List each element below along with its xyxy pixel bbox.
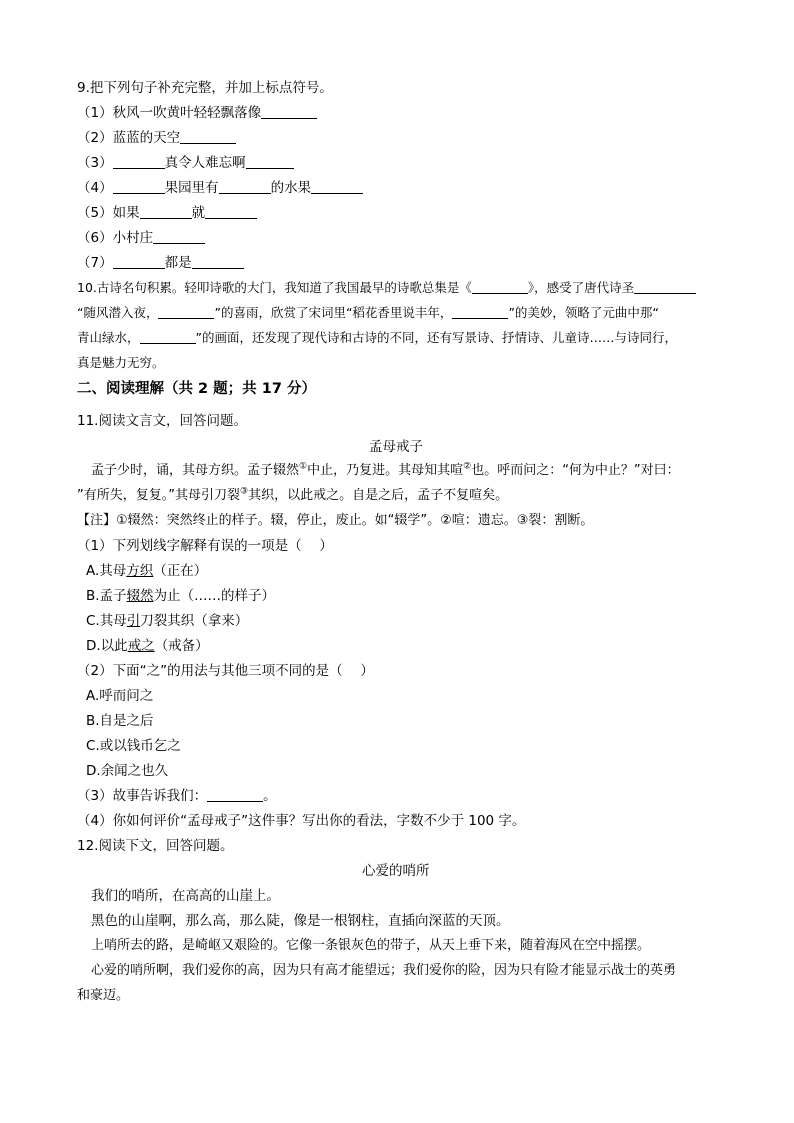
q9-item-6 — [77, 229, 205, 247]
q9-item-4-text-a: 果园里有 — [164, 180, 219, 196]
q10-text-1a: 10.古诗名句积累。轻叩诗歌的大门，我知道了我国最早的诗歌总集是《 — [77, 280, 472, 295]
q10-line-4: 真是魅力无穷。 — [77, 355, 165, 370]
q11-passage-1b: 中止，乃复进。其母知其喧 — [307, 463, 464, 478]
q11-passage-2b: 其织，以此戒之。自是之后，孟子不复喧矣。 — [248, 488, 509, 503]
option-text: 刀裂其织（拿来） — [140, 613, 249, 629]
footnote-marker: ② — [463, 461, 472, 472]
q10-line-1 — [77, 279, 696, 297]
answer-blank[interactable] — [205, 204, 257, 219]
q11-sub-1-option-d[interactable] — [86, 637, 209, 655]
q9-item-3-num: （3） — [77, 155, 113, 171]
q9-item-1-text: （1）秋风一吹黄叶轻轻飘落像 — [77, 105, 262, 121]
option-text: （戒备） — [154, 638, 209, 654]
q12-paragraph-1: 我们的哨所，在高高的山崖上。 — [91, 888, 280, 904]
q11-sub-1-option-c[interactable] — [86, 612, 248, 630]
answer-blank[interactable] — [113, 154, 165, 169]
q11-sub-2-option-d[interactable]: D.余闻之也久 — [86, 763, 169, 779]
q11-sub-4: （4）你如何评价“孟母戒子”这件事？写出你的看法，字数不少于 100 字。 — [77, 813, 526, 829]
q11-sub-3 — [77, 787, 277, 805]
answer-blank[interactable] — [261, 104, 317, 119]
q11-passage-line-1 — [91, 462, 680, 480]
q11-sub-2: （2）下面“之”的用法与其他三项不同的是（ ） — [77, 663, 374, 679]
option-text: （正在） — [153, 563, 208, 579]
footnote-marker: ③ — [239, 486, 249, 497]
q11-passage-1c: 也。呼而问之：“何为中止？”对曰： — [471, 463, 680, 478]
answer-blank[interactable] — [452, 304, 508, 319]
q12-passage-title: 心爱的哨所 — [362, 863, 430, 879]
q9-item-5-text-a: （5）如果 — [77, 205, 140, 221]
q11-sub-1-option-a[interactable] — [86, 562, 207, 580]
q11-sub-1: （1）下列划线字解释有误的一项是（ ） — [77, 538, 333, 554]
q11-sub-3-text: （3）故事告诉我们： — [77, 788, 208, 804]
q12-paragraph-2: 黑色的山崖啊，那么高，那么陡，像是一根钢柱，直插向深蓝的天顶。 — [91, 913, 510, 929]
q12-paragraph-4: 心爱的哨所啊，我们爱你的高，因为只有高才能望远；我们爱你的险，因为只有险才能显示战士的英勇 — [91, 963, 677, 978]
answer-blank[interactable] — [207, 787, 263, 802]
q9-item-2 — [77, 129, 236, 147]
q10-text-1b: 》，感受了唐代诗圣 — [527, 280, 635, 295]
q12-intro: 12.阅读下文，回答问题。 — [77, 838, 234, 854]
q11-intro: 11.阅读文言文，回答问题。 — [77, 413, 247, 429]
q9-item-4 — [77, 179, 363, 197]
q9-item-1 — [77, 104, 317, 122]
q11-sub-1-option-b[interactable] — [86, 587, 275, 605]
q10-text-3a: 青山绿水， — [77, 330, 140, 345]
q11-passage-line-2 — [77, 487, 508, 505]
answer-blank[interactable] — [113, 179, 165, 194]
answer-blank[interactable] — [246, 154, 294, 169]
q9-item-4-text-b: 的水果 — [270, 180, 312, 196]
answer-blank[interactable] — [140, 329, 196, 344]
q11-sub-3-end: 。 — [263, 788, 277, 804]
q11-sub-2-option-c[interactable]: C.或以钱币乞之 — [86, 738, 181, 754]
q10-text-3b: ”的画面，还发现了现代诗和古诗的不同，还有写景诗、抒情诗、儿童诗……与诗同行， — [195, 330, 677, 345]
q9-item-6-text: （6）小村庄 — [77, 230, 154, 246]
option-text: 为止（……的样子） — [153, 588, 276, 604]
q9-item-7 — [77, 254, 244, 272]
answer-blank[interactable] — [472, 279, 528, 294]
underlined-word: 方织 — [126, 563, 154, 579]
q9-item-5 — [77, 204, 257, 222]
q10-line-2 — [77, 304, 659, 322]
option-text: D.以此 — [86, 638, 128, 654]
answer-blank[interactable] — [158, 304, 214, 319]
option-text: C.其母 — [86, 613, 127, 629]
q11-passage-title: 孟母戒子 — [369, 439, 423, 455]
option-text: B.孟子 — [86, 588, 127, 604]
q10-line-3 — [77, 329, 677, 347]
q11-sub-2-option-a[interactable]: A.呼而问之 — [86, 688, 154, 704]
q9-item-7-num: （7） — [77, 255, 113, 271]
q9-item-3-text: 真令人难忘啊 — [164, 155, 246, 171]
answer-blank[interactable] — [140, 204, 192, 219]
underlined-word: 辍然 — [126, 588, 154, 604]
q9-item-7-text: 都是 — [164, 255, 192, 271]
section-heading: 二、阅读理解（共 2 题；共 17 分） — [77, 381, 316, 397]
answer-blank[interactable] — [219, 179, 271, 194]
underlined-word: 戒之 — [127, 638, 155, 654]
q10-text-2c: ”的美妙，领略了元曲中那“ — [508, 305, 659, 320]
q12-paragraph-4-cont: 和豪迈。 — [77, 988, 130, 1003]
q9-title: 9.把下列句子补充完整，并加上标点符号。 — [77, 80, 333, 96]
q11-sub-2-option-b[interactable]: B.自是之后 — [86, 713, 154, 729]
footnote-marker: ① — [299, 461, 308, 472]
underlined-word: 引 — [126, 613, 141, 629]
q10-text-2b: ”的喜雨，欣赏了宋词里“稻花香里说丰年， — [214, 305, 453, 320]
answer-blank[interactable] — [192, 254, 244, 269]
answer-blank[interactable] — [634, 279, 696, 294]
option-text: A.其母 — [86, 563, 127, 579]
q9-item-4-num: （4） — [77, 180, 113, 196]
answer-blank[interactable] — [113, 254, 165, 269]
q12-paragraph-3: 上哨所去的路，是崎岖又艰险的。它像一条银灰色的带子，从天上垂下来，随着海风在空中摇摆。 — [91, 938, 651, 953]
answer-blank[interactable] — [180, 129, 236, 144]
q11-note: 【注】①辍然：突然终止的样子。辍，停止，废止。如“辍学”。②喧：遗忘。③裂：割断。 — [77, 513, 594, 528]
answer-blank[interactable] — [311, 179, 363, 194]
q9-item-2-text: （2）蓝蓝的天空 — [77, 130, 181, 146]
answer-blank[interactable] — [153, 229, 205, 244]
q11-passage-1a: 孟子少时，诵，其母方织。孟子辍然 — [91, 463, 300, 478]
q11-passage-2a: ”有所失，复复。”其母引刀裂 — [77, 488, 240, 503]
q10-text-2a: “随风潜入夜， — [77, 305, 159, 320]
q9-item-5-text-b: 就 — [191, 205, 206, 221]
q9-item-3 — [77, 154, 294, 172]
